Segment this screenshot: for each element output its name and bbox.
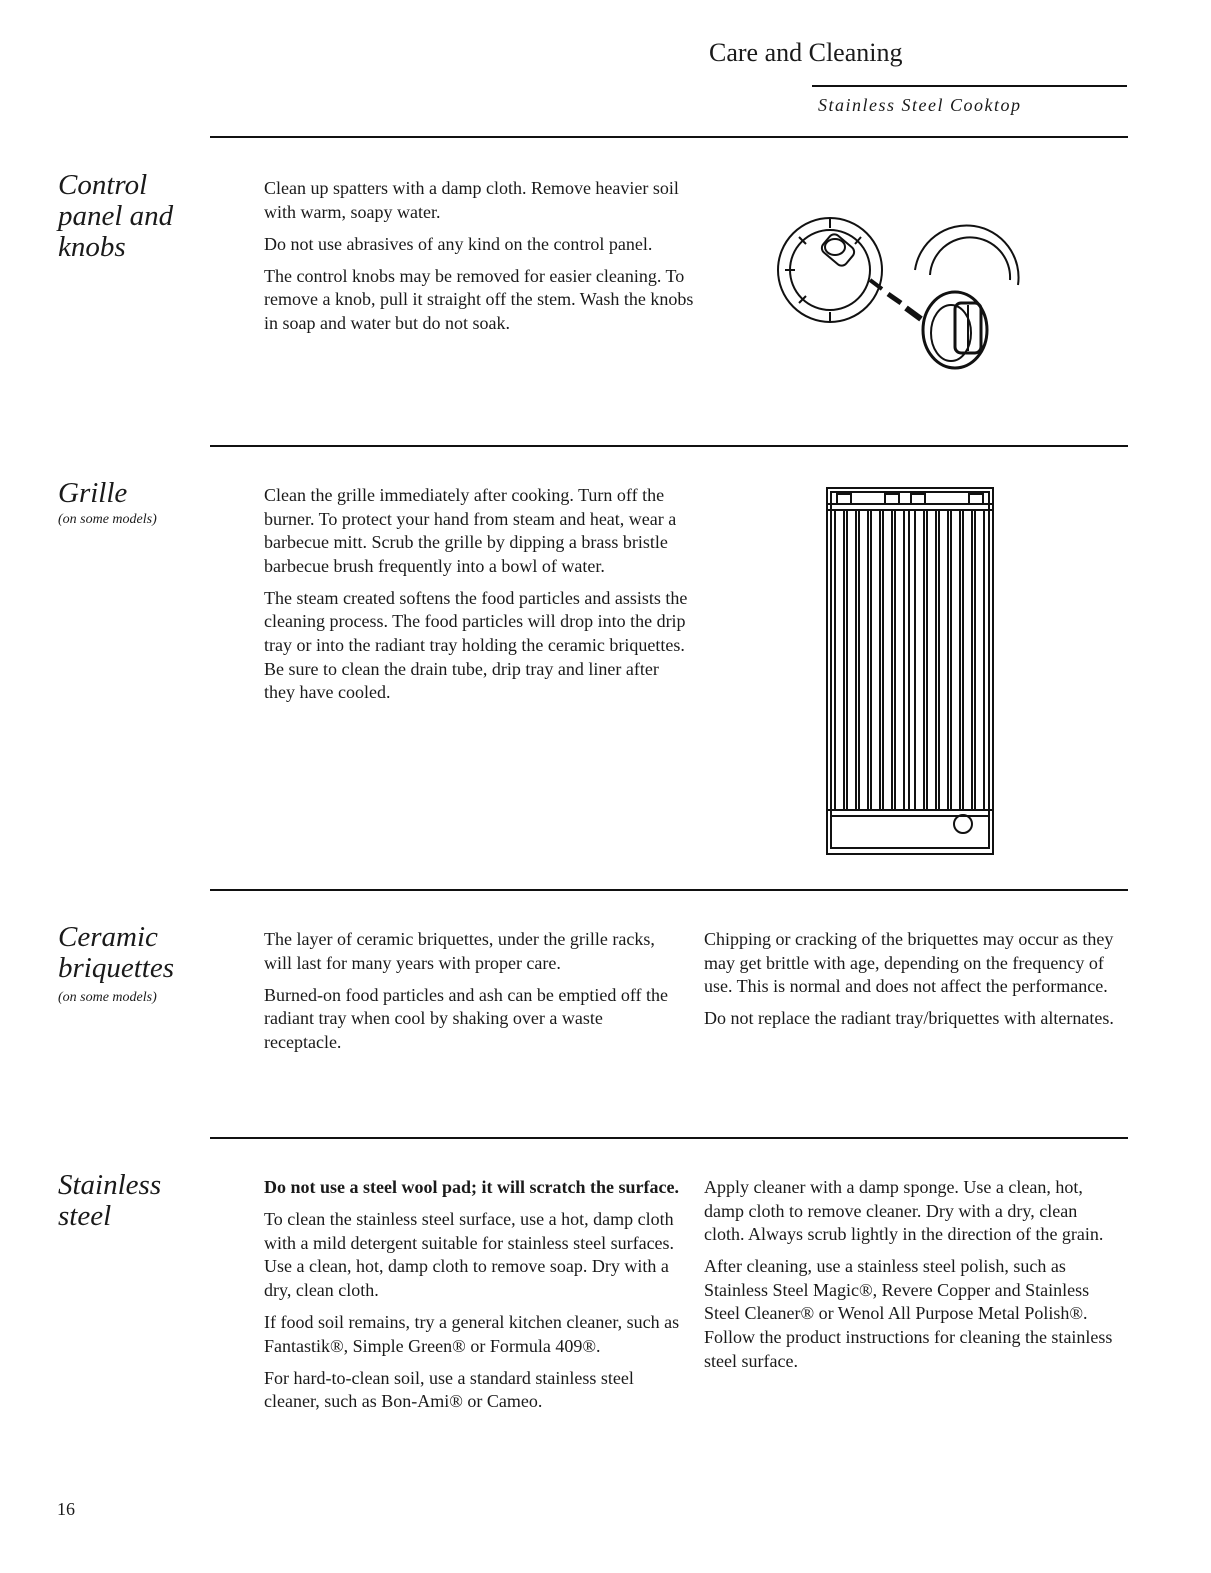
page-header-subtitle: Stainless Steel Cooktop [818, 95, 1022, 115]
paragraph: The control knobs may be removed for easier cleaning. To remove a knob, pull it straight off the stem. Wash the knobs in soap and water but do not soak. [264, 265, 694, 333]
grille-text [264, 484, 694, 713]
paragraph: Chipping or cracking of the briquettes may occur as they may get brittle with age, depending on the frequency of use. This is normal and does not affect the performance. [704, 929, 1114, 997]
briquettes-right-text [704, 928, 1119, 1039]
page-header-title: Care and Cleaning [709, 38, 903, 67]
section-title-ceramic-briquettes: Ceramic briquettes [58, 921, 174, 984]
paragraph: To clean the stainless steel surface, use a hot, damp cloth with a mild detergent suitable for stainless steel surfaces. Use a clean, hot, damp cloth to remove soap. Dry with a dry, clean cloth. [264, 1209, 675, 1300]
paragraph: The layer of ceramic briquettes, under the grille racks, will last for many years with proper care. [264, 929, 655, 973]
page-number: 16 [57, 1499, 75, 1519]
section-divider [210, 889, 1128, 891]
paragraph: Apply cleaner with a damp sponge. Use a clean, hot, damp cloth to remove cleaner. Dry with a dry, clean cloth. Always scrub lightly in the direction of the grain. [704, 1177, 1104, 1245]
header-rule [812, 85, 1127, 87]
briquettes-left-text [264, 928, 684, 1063]
paragraph: After cleaning, use a stainless steel polish, such as Stainless Steel Magic®, Revere Copper and Stainless Steel Cleaner® or Wenol All Purpose Metal Polish®. Follow the product instructions for cleaning the stainless steel surface. [704, 1256, 1113, 1371]
section-note: (on some models) [58, 990, 157, 1005]
paragraph: Clean up spatters with a damp cloth. Remove heavier soil with warm, soapy water. [264, 178, 679, 222]
section-note: (on some models) [58, 512, 157, 527]
control-panel-text [264, 177, 694, 344]
section-divider [210, 1137, 1128, 1139]
knob-removal-illustration [775, 195, 1045, 370]
paragraph: The steam created softens the food particles and assists the cleaning process. The food particles will drop into the drip tray or into the radiant tray holding the ceramic briquettes. Be sure to clean the drain tube, drip tray and liner after they have cooled. [264, 587, 688, 703]
paragraph: Do not replace the radiant tray/briquettes with alternates. [704, 1008, 1114, 1029]
warning-paragraph: Do not use a steel wool pad; it will scratch the surface. [264, 1177, 679, 1197]
paragraph: If food soil remains, try a general kitchen cleaner, such as Fantastik®, Simple Green® or Formula 409®. [264, 1311, 680, 1356]
paragraph: For hard-to-clean soil, use a standard stainless steel cleaner, such as Bon-Ami® or Cameo. [264, 1367, 634, 1412]
section-title-control-panel: Control panel and knobs [58, 169, 174, 263]
section-title-grille: Grille [58, 477, 128, 509]
stainless-left-text [264, 1176, 684, 1422]
paragraph: Clean the grille immediately after cooking. Turn off the burner. To protect your hand from steam and heat, wear a barbecue mitt. Scrub the grille by dipping a brass bristle barbecue brush frequently into a bowl of water. [264, 485, 677, 576]
paragraph: Do not use abrasives of any kind on the control panel. [264, 233, 653, 254]
section-divider [210, 445, 1128, 447]
section-title-stainless-steel: Stainless steel [58, 1169, 162, 1232]
stainless-right-text [704, 1176, 1119, 1382]
section-divider [210, 136, 1128, 138]
grille-illustration [825, 486, 997, 858]
paragraph: Burned-on food particles and ash can be emptied off the radiant tray when cool by shaking over a waste receptacle. [264, 984, 669, 1052]
